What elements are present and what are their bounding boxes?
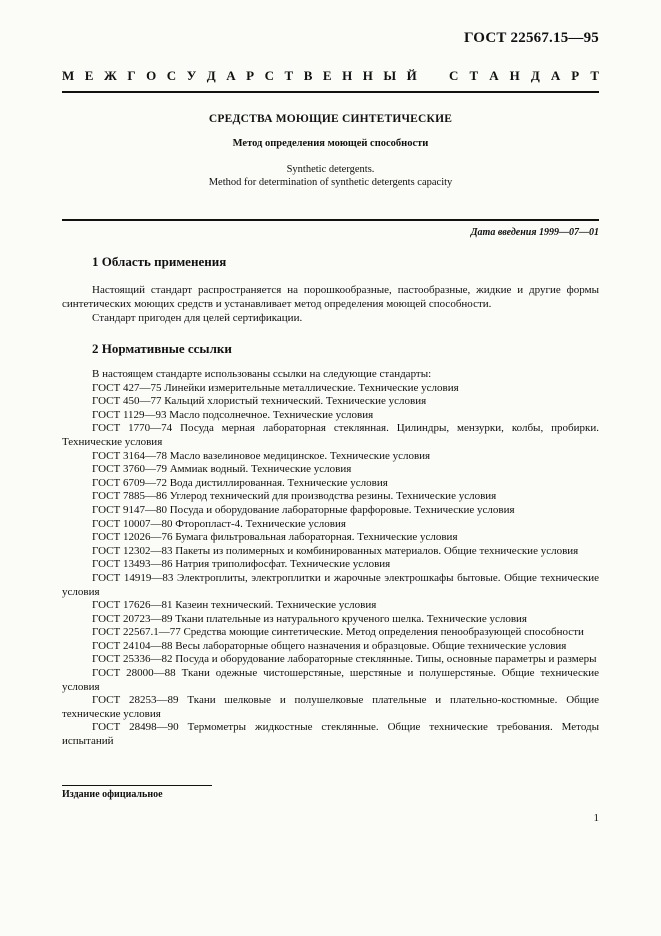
english-title	[0, 163, 661, 189]
reference-item: ГОСТ 22567.1—77 Средства моющие синтетические. Метод определения пенообразующей способности	[92, 626, 584, 639]
section-2-heading: 2 Нормативные ссылки	[92, 341, 232, 356]
reference-item: ГОСТ 7885—86 Углерод технический для производства резины. Технические условия	[92, 490, 497, 503]
reference-item: ГОСТ 3164—78 Масло вазелиновое медицинское. Технические условия	[92, 449, 431, 462]
footer-divider	[62, 785, 212, 786]
reference-item: ГОСТ 12026—76 Бумага фильтровальная лабораторная. Технические условия	[92, 531, 458, 544]
english-title-line-1: Synthetic detergents.	[286, 164, 375, 175]
section-1-paragraph-2: Стандарт пригоден для целей сертификации.	[92, 312, 303, 324]
middle-divider	[62, 219, 599, 221]
reference-item: ГОСТ 12302—83 Пакеты из полимерных и комбинированных материалов. Общие технические условия	[92, 544, 579, 557]
top-divider	[62, 91, 599, 93]
section-1-heading: 1 Область применения	[92, 254, 227, 269]
standard-banner	[62, 68, 599, 84]
introduction-date: Дата введения 1999—07—01	[470, 227, 599, 238]
reference-item: ГОСТ 14919—83 Электроплиты, электроплитки и жарочные электрошкафы бытовые. Общие технические условия	[62, 571, 599, 598]
document-code: ГОСТ 22567.15—95	[463, 30, 599, 46]
reference-item: ГОСТ 3760—79 Аммиак водный. Технические условия	[92, 463, 352, 476]
reference-item: ГОСТ 450—77 Кальций хлористый технический. Технические условия	[92, 395, 427, 408]
reference-item: ГОСТ 6709—72 Вода дистиллированная. Технические условия	[92, 476, 388, 489]
document-subtitle: Метод определения моющей способности	[232, 138, 429, 149]
reference-item: ГОСТ 10007—80 Фторопласт-4. Технические условия	[92, 517, 346, 530]
banner-left: М Е Ж Г О С У Д А Р С Т В Е Н Н Ы Й	[62, 68, 417, 83]
reference-item: ГОСТ 24104—88 Весы лабораторные общего назначения и образцовые. Общие технические условия	[92, 639, 567, 652]
references-items	[62, 382, 599, 749]
reference-item: ГОСТ 17626—81 Казеин технический. Технические условия	[92, 599, 377, 612]
document-title: СРЕДСТВА МОЮЩИЕ СИНТЕТИЧЕСКИЕ	[208, 113, 453, 125]
english-title-line-2: Method for determination of synthetic detergents capacity	[208, 177, 453, 188]
banner-right: С Т А Н Д А Р Т	[449, 68, 599, 83]
section-1-paragraph-1: Настоящий стандарт распространяется на порошкообразные, пастообразные, жидкие и другие формы синтетических моющих средств и устанавливает метод определения моющей способности.	[62, 284, 599, 310]
reference-item: ГОСТ 9147—80 Посуда и оборудование лабораторные фарфоровые. Технические условия	[92, 503, 515, 516]
reference-item: ГОСТ 28000—88 Ткани одежные чистошерстяные, шерстяные и полушерстяные. Общие технические условия	[62, 667, 599, 693]
official-edition-note: Издание официальное	[62, 789, 163, 800]
reference-item: ГОСТ 1770—74 Посуда мерная лабораторная стеклянная. Цилиндры, мензурки, колбы, пробирки. Технические условия	[62, 422, 599, 448]
reference-item: ГОСТ 25336—82 Посуда и оборудование лабораторные стеклянные. Типы, основные параметры и размеры	[92, 653, 597, 666]
reference-item: ГОСТ 13493—86 Натрия триполифосфат. Технические условия	[92, 558, 391, 571]
reference-item: ГОСТ 28253—89 Ткани шелковые и полушелковые плательные и плательно-костюмные. Общие технические условия	[62, 694, 599, 720]
reference-item: ГОСТ 427—75 Линейки измерительные металлические. Технические условия	[92, 381, 459, 394]
references-list	[62, 368, 599, 749]
page-number: 1	[593, 812, 599, 824]
reference-item: ГОСТ 20723—89 Ткани плательные из натурального крученого шелка. Технические условия	[92, 612, 527, 625]
reference-item: ГОСТ 1129—93 Масло подсолнечное. Технические условия	[92, 408, 374, 421]
reference-item: ГОСТ 28498—90 Термометры жидкостные стеклянные. Общие технические требования. Методы испытаний	[62, 721, 599, 748]
references-intro: В настоящем стандарте использованы ссылки на следующие стандарты:	[92, 368, 432, 380]
